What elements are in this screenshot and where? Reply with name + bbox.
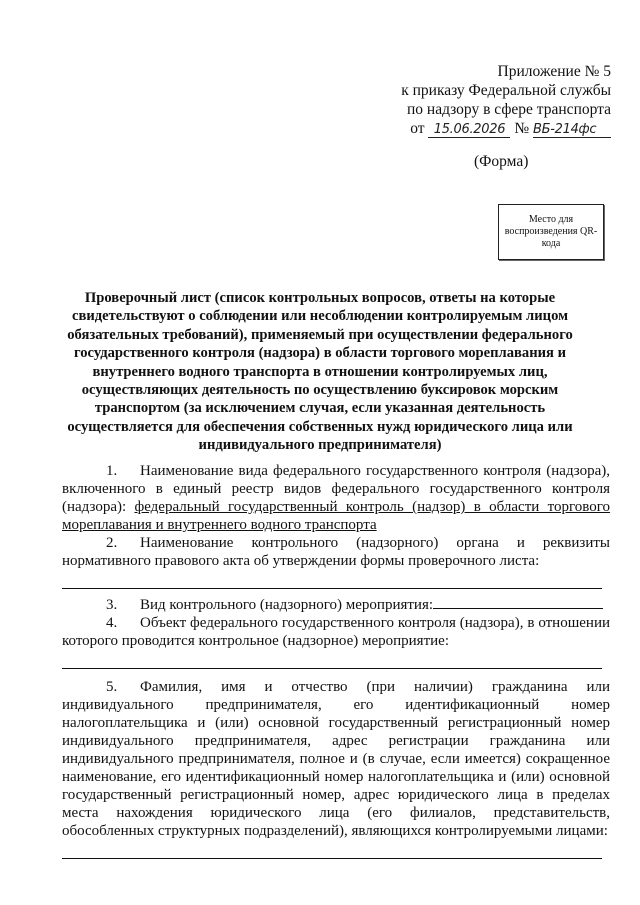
- number-prefix: №: [514, 120, 530, 137]
- appendix-header: [401, 62, 611, 138]
- item-2-number: 2.: [106, 535, 118, 551]
- item-4-fill-line[interactable]: [62, 650, 602, 669]
- item-1-number: 1.: [106, 463, 118, 479]
- qr-placeholder-text: Место для воспроизведения QR-кода: [504, 214, 598, 249]
- item-3-number: 3.: [106, 597, 118, 613]
- appendix-number: Приложение № 5: [497, 63, 611, 80]
- item-2: [62, 534, 610, 570]
- item-3-text: Вид контрольного (надзорного) мероприятия:: [140, 597, 434, 613]
- item-2-fill-line[interactable]: [62, 570, 602, 589]
- handwritten-date: 15.06.2026: [428, 123, 510, 138]
- item-1-value: федеральный государственный контроль (надзор) в области торгового мореплавания и внутреннего водного транспорта: [62, 499, 610, 533]
- item-1: [62, 462, 610, 534]
- item-3: [62, 596, 610, 614]
- item-5-text: Фамилия, имя и отчество (при наличии) гражданина или индивидуального предпринимателя, его идентификационный номер налогоплательщика и (или) основной государственный регистрационный номер индивидуального предпринимателя, адрес регистрации гражданина или индивидуального предпринимателя, полное и (в случае, если имеется) сокращенное наименование, его идентификационный номер налогоплательщика и (или) основной государственный регистрационный номер, адрес юридического лица в пределах места нахождения юридического лица (его филиалов, представительств, обособленных структурных подразделений), являющихся контролируемыми лицами:: [62, 679, 610, 839]
- appendix-order-ref: к приказу Федеральной службы: [401, 82, 611, 99]
- form-label: (Форма): [474, 153, 529, 170]
- item-4-text: Объект федерального государственного контроля (надзора), в отношении которого проводится контрольное (надзорное) мероприятие:: [62, 615, 610, 649]
- document-title: Проверочный лист (список контрольных вопросов, ответы на которые свидетельствуют о соблюдении или несоблюдении контролируемым лицом обязательных требований), применяемый при осуществлении федерального государственного контроля (надзора) в области торгового мореплавания и внутреннего водного транспорта в отношении контролируемых лиц, осуществляющих деятельность по осуществлению буксировок морским транспортом (за исключением случая, если указанная деятельность осуществляется для обеспечения собственных нужд юридического лица или индивидуального предпринимателя): [67, 290, 573, 454]
- appendix-agency: по надзору в сфере транспорта: [406, 101, 611, 118]
- appendix-date-line: [401, 119, 611, 138]
- item-5: [62, 678, 610, 840]
- item-4-number: 4.: [106, 615, 118, 631]
- item-1-text: Наименование вида федерального государственного контроля (надзора), включенного в единый реестр видов федерального государственного контроля (надзора):: [62, 463, 610, 515]
- from-prefix: от: [410, 120, 425, 137]
- item-4: [62, 614, 610, 650]
- handwritten-number: ВБ-214фс: [533, 123, 611, 138]
- item-2-text: Наименование контрольного (надзорного) органа и реквизиты нормативного правового акта об утверждении формы проверочного листа:: [62, 535, 610, 569]
- item-5-fill-line[interactable]: [62, 840, 602, 859]
- qr-code-placeholder: [498, 204, 604, 260]
- item-3-fill-line[interactable]: [433, 596, 603, 609]
- document-body: [62, 462, 610, 862]
- item-5-number: 5.: [106, 679, 118, 695]
